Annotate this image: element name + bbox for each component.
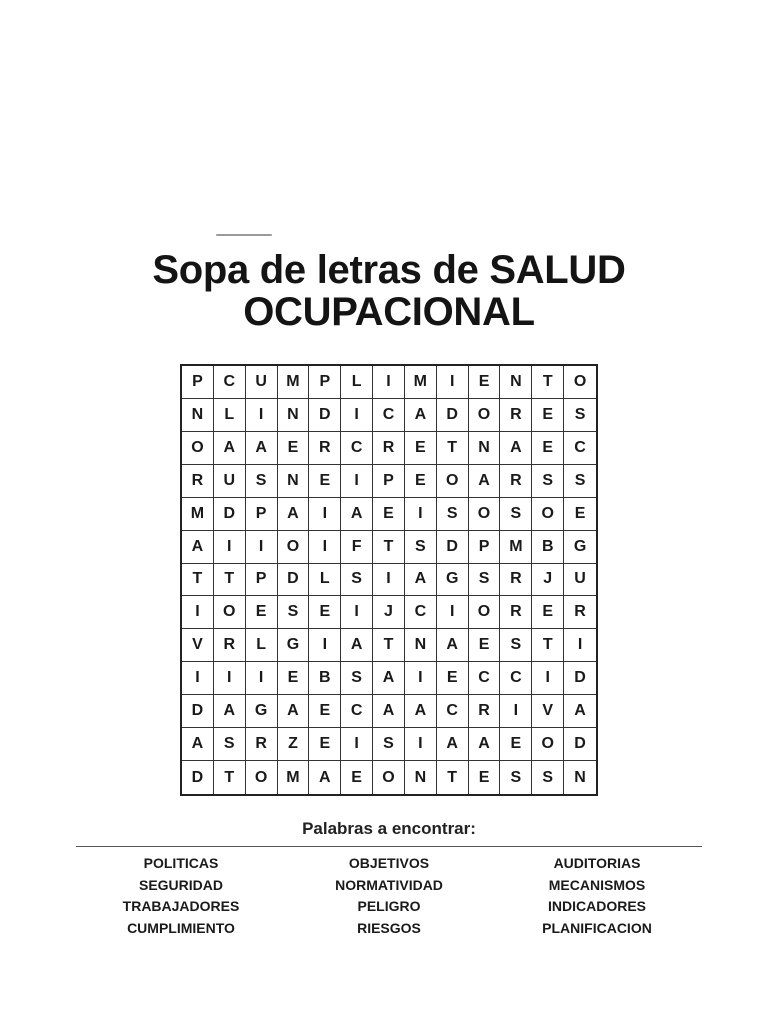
grid-cell: C: [405, 596, 437, 629]
grid-cell: O: [182, 432, 214, 465]
grid-cell: O: [246, 761, 278, 794]
grid-cell: R: [500, 465, 532, 498]
word-item: MECANISMOS: [548, 876, 646, 893]
word-list-column-2: [279, 853, 499, 939]
grid-cell: I: [182, 596, 214, 629]
grid-cell: E: [437, 662, 469, 695]
word-item: INDICADORES: [547, 898, 646, 914]
word-item: PLANIFICACION: [542, 919, 652, 936]
grid-cell: F: [341, 531, 373, 564]
grid-cell: I: [500, 695, 532, 728]
grid-cell: A: [500, 432, 532, 465]
grid-cell: S: [405, 531, 437, 564]
grid-cell: O: [532, 728, 564, 761]
grid-cell: S: [341, 662, 373, 695]
grid-cell: A: [373, 695, 405, 728]
grid-cell: O: [214, 596, 246, 629]
grid-cell: A: [309, 761, 341, 794]
grid-cell: G: [437, 564, 469, 597]
grid-cell: V: [182, 629, 214, 662]
grid-cell: A: [214, 432, 246, 465]
grid-cell: A: [278, 695, 310, 728]
grid-cell: S: [500, 629, 532, 662]
grid-cell: A: [405, 399, 437, 432]
word-list-column-1: [71, 853, 291, 939]
grid-cell: O: [373, 761, 405, 794]
word-item: PELIGRO: [357, 898, 421, 914]
grid-cell: S: [564, 399, 596, 432]
grid-cell: P: [309, 366, 341, 399]
grid-cell: O: [469, 596, 501, 629]
word-item: NORMATIVIDAD: [335, 876, 443, 893]
grid-cell: T: [214, 564, 246, 597]
grid-cell: E: [278, 662, 310, 695]
grid-cell: A: [246, 432, 278, 465]
grid-cell: O: [564, 366, 596, 399]
grid-cell: A: [373, 662, 405, 695]
grid-cell: L: [341, 366, 373, 399]
grid-cell: C: [214, 366, 246, 399]
word-item: AUDITORIAS: [553, 855, 641, 871]
grid-cell: N: [278, 399, 310, 432]
grid-cell: I: [532, 662, 564, 695]
grid-cell: G: [246, 695, 278, 728]
grid-cell: J: [532, 564, 564, 597]
grid-cell: I: [341, 728, 373, 761]
grid-cell: R: [182, 465, 214, 498]
grid-cell: E: [309, 465, 341, 498]
grid-cell: E: [309, 695, 341, 728]
grid-cell: C: [500, 662, 532, 695]
grid-cell: T: [373, 629, 405, 662]
grid-cell: R: [469, 695, 501, 728]
grid-cell: C: [437, 695, 469, 728]
grid-cell: J: [373, 596, 405, 629]
grid-cell: A: [405, 695, 437, 728]
word-item: SEGURIDAD: [138, 876, 223, 893]
grid-cell: G: [278, 629, 310, 662]
word-item: TRABAJADORES: [122, 898, 240, 914]
grid-cell: M: [182, 498, 214, 531]
grid-cell: I: [182, 662, 214, 695]
grid-cell: G: [564, 531, 596, 564]
grid-cell: L: [309, 564, 341, 597]
grid-cell: A: [564, 695, 596, 728]
grid-cell: M: [278, 366, 310, 399]
grid-cell: E: [309, 596, 341, 629]
grid-cell: M: [405, 366, 437, 399]
grid-cell: O: [278, 531, 310, 564]
grid-cell: E: [405, 432, 437, 465]
grid-cell: I: [405, 498, 437, 531]
grid-cell: P: [469, 531, 501, 564]
word-search-grid: [180, 364, 598, 796]
grid-cell: R: [373, 432, 405, 465]
grid-cell: O: [437, 465, 469, 498]
grid-cell: C: [373, 399, 405, 432]
grid-cell: A: [405, 564, 437, 597]
grid-cell: S: [500, 761, 532, 794]
grid-cell: I: [246, 399, 278, 432]
grid-cell: I: [341, 399, 373, 432]
page-title-line-1: Sopa de letras de SALUD: [152, 248, 626, 292]
grid-cell: I: [437, 366, 469, 399]
grid-cell: A: [437, 728, 469, 761]
grid-cell: N: [278, 465, 310, 498]
grid-cell: S: [500, 498, 532, 531]
grid-cell: T: [373, 531, 405, 564]
grid-cell: A: [469, 465, 501, 498]
grid-cell: O: [469, 498, 501, 531]
grid-cell: S: [278, 596, 310, 629]
words-heading: Palabras a encontrar:: [302, 819, 476, 838]
grid-cell: A: [278, 498, 310, 531]
grid-cell: U: [246, 366, 278, 399]
grid-cell: E: [469, 629, 501, 662]
grid-cell: P: [246, 564, 278, 597]
grid-cell: M: [278, 761, 310, 794]
word-list-column-3: [487, 853, 707, 939]
grid-cell: I: [309, 629, 341, 662]
grid-cell: S: [214, 728, 246, 761]
grid-cell: L: [246, 629, 278, 662]
grid-cell: R: [309, 432, 341, 465]
grid-cell: U: [214, 465, 246, 498]
grid-cell: E: [532, 399, 564, 432]
grid-cell: T: [532, 629, 564, 662]
grid-cell: D: [564, 662, 596, 695]
grid-cell: L: [214, 399, 246, 432]
grid-cell: M: [500, 531, 532, 564]
grid-cell: R: [564, 596, 596, 629]
grid-cell: S: [469, 564, 501, 597]
grid-cell: N: [574, 768, 586, 786]
grid-cell: I: [405, 662, 437, 695]
grid-cell: N: [182, 399, 214, 432]
grid-cell: N: [500, 366, 532, 399]
grid-cell: E: [278, 432, 310, 465]
word-item: CUMPLIMIENTO: [127, 919, 235, 936]
grid-cell: I: [341, 465, 373, 498]
grid-cell: T: [214, 761, 246, 794]
grid-cell: R: [500, 564, 532, 597]
grid-cell: S: [564, 465, 596, 498]
grid-cell: D: [437, 531, 469, 564]
grid-cell: N: [405, 761, 437, 794]
grid-cell: C: [341, 695, 373, 728]
word-item: POLITICAS: [143, 855, 219, 871]
grid-cell: V: [532, 695, 564, 728]
grid-cell: T: [437, 432, 469, 465]
grid-cell: P: [373, 465, 405, 498]
grid-cell: A: [214, 695, 246, 728]
grid-cell: A: [437, 629, 469, 662]
grid-cell: E: [373, 498, 405, 531]
grid-cell: D: [564, 728, 596, 761]
grid-cell: R: [500, 399, 532, 432]
grid-cell: S: [437, 498, 469, 531]
grid-cell: D: [182, 695, 214, 728]
decorative-rule: [216, 234, 272, 236]
grid-cell: D: [182, 761, 214, 794]
grid-cell: S: [532, 465, 564, 498]
letter-grid: [182, 366, 596, 794]
divider: [76, 846, 702, 847]
grid-cell: N: [405, 629, 437, 662]
grid-cell: A: [469, 728, 501, 761]
grid-cell: E: [532, 432, 564, 465]
grid-cell: E: [246, 596, 278, 629]
grid-cell: S: [373, 728, 405, 761]
grid-cell: E: [469, 761, 501, 794]
grid-cell: A: [182, 728, 214, 761]
grid-cell: P: [182, 366, 214, 399]
grid-cell: E: [532, 596, 564, 629]
grid-cell: D: [437, 399, 469, 432]
word-item: OBJETIVOS: [348, 855, 430, 871]
grid-cell: I: [341, 596, 373, 629]
grid-cell: D: [278, 564, 310, 597]
grid-cell: I: [246, 531, 278, 564]
grid-cell: I: [373, 564, 405, 597]
grid-cell: P: [246, 498, 278, 531]
grid-cell: I: [309, 498, 341, 531]
grid-cell: B: [309, 662, 341, 695]
grid-cell: S: [246, 465, 278, 498]
grid-cell: A: [341, 498, 373, 531]
grid-cell: T: [437, 761, 469, 794]
grid-cell: S: [532, 761, 564, 794]
grid-cell: C: [341, 432, 373, 465]
grid-cell: E: [309, 728, 341, 761]
grid-cell: E: [564, 498, 596, 531]
grid-cell: D: [309, 399, 341, 432]
grid-cell: T: [182, 564, 214, 597]
grid-cell: I: [246, 662, 278, 695]
grid-cell: Z: [278, 728, 310, 761]
grid-cell: N: [469, 432, 501, 465]
grid-cell: E: [469, 366, 501, 399]
grid-cell: C: [564, 432, 596, 465]
grid-cell: I: [373, 366, 405, 399]
grid-cell: E: [500, 728, 532, 761]
grid-cell: O: [532, 498, 564, 531]
grid-cell: D: [214, 498, 246, 531]
grid-cell: I: [309, 531, 341, 564]
grid-cell: I: [564, 629, 596, 662]
grid-cell: R: [500, 596, 532, 629]
grid-cell: R: [214, 629, 246, 662]
grid-cell: E: [341, 761, 373, 794]
grid-cell: I: [405, 728, 437, 761]
word-item: RIESGOS: [357, 919, 421, 936]
grid-cell: A: [182, 531, 214, 564]
grid-cell: R: [246, 728, 278, 761]
grid-cell: I: [214, 662, 246, 695]
grid-cell: U: [564, 564, 596, 597]
grid-cell: C: [469, 662, 501, 695]
grid-cell: I: [214, 531, 246, 564]
grid-cell: A: [341, 629, 373, 662]
grid-cell: S: [341, 564, 373, 597]
grid-cell: T: [532, 366, 564, 399]
grid-cell: E: [405, 465, 437, 498]
page-title-line-2: OCUPACIONAL: [243, 290, 535, 334]
grid-cell: I: [437, 596, 469, 629]
grid-cell: B: [532, 531, 564, 564]
grid-cell: O: [469, 399, 501, 432]
